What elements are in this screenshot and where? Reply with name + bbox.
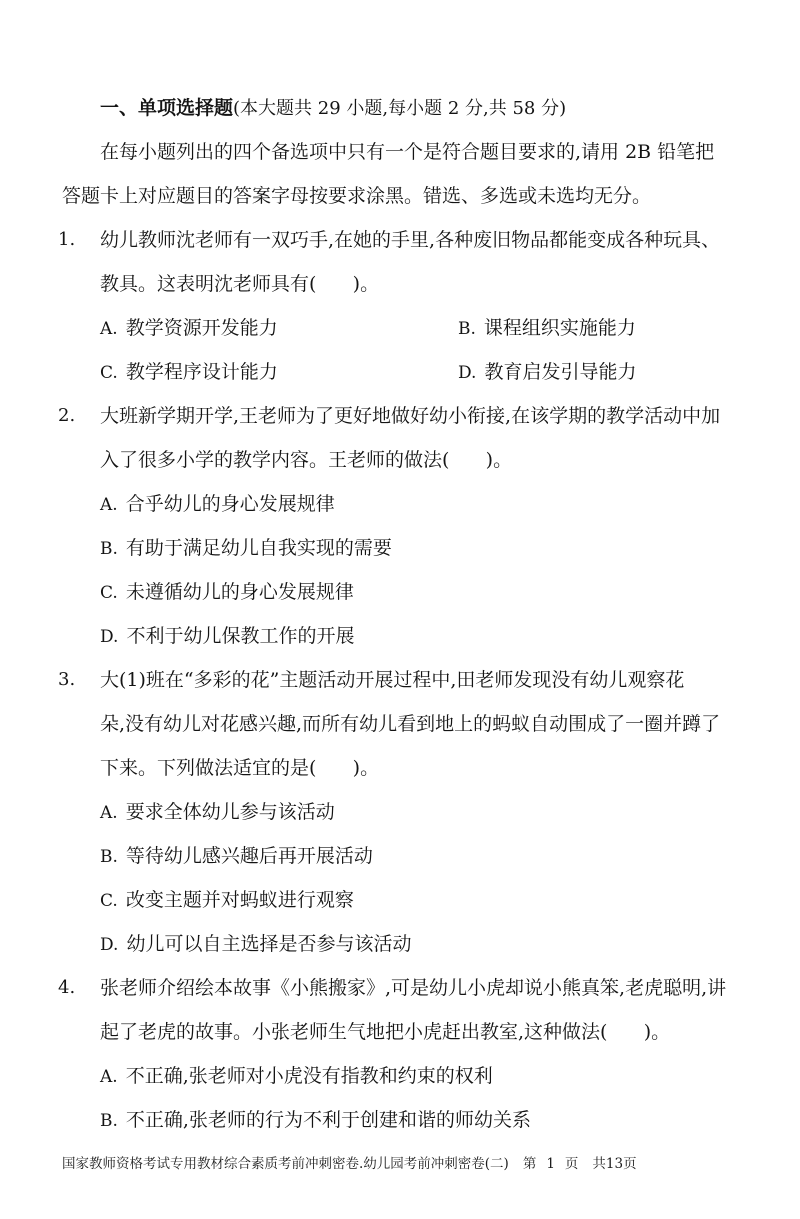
option-text: 不利于幼儿保教工作的开展 <box>126 625 355 647</box>
question-number: 4. <box>58 977 76 998</box>
option-label: D. <box>458 363 477 383</box>
footer-page-prefix: 第 <box>522 1156 537 1172</box>
footer-title: 国家教师资格考试专用教材综合素质考前冲刺密卷.幼儿园考前冲刺密卷(二) <box>62 1156 509 1172</box>
question-3-stem-line <box>0 746 800 790</box>
question-stem-text: 起了老虎的故事。小张老师生气地把小虎赶出教室,这种做法( )。 <box>100 1021 671 1043</box>
question-1-stem-line <box>0 262 800 306</box>
question-stem-text: 朵,没有幼儿对花感兴趣,而所有幼儿看到地上的蚂蚁自动围成了一圈并蹲了 <box>100 713 721 735</box>
question-number: 3. <box>58 669 76 690</box>
option-text: 要求全体幼儿参与该活动 <box>125 801 335 823</box>
question-1-option-row <box>0 306 800 350</box>
option-label: C. <box>100 891 118 911</box>
question-stem-text: 教具。这表明沈老师具有( )。 <box>100 273 380 295</box>
question-1-stem-line <box>0 218 800 262</box>
option-d <box>0 922 800 966</box>
question-stem-text: 下来。下列做法适宜的是( )。 <box>100 757 380 779</box>
instruction-text: 在每小题列出的四个备选项中只有一个是符合题目要求的,请用 2B 铅笔把 <box>100 141 715 163</box>
section-heading-note: (本大题共 29 小题,每小题 2 分,共 58 分) <box>233 98 567 119</box>
option-a <box>0 482 800 526</box>
instruction-text: 答题卡上对应题目的答案字母按要求涂黑。错选、多选或未选均无分。 <box>62 185 652 207</box>
question-4-stem-line <box>0 1010 800 1054</box>
question-number: 1. <box>58 229 76 250</box>
option-label: B. <box>458 319 476 339</box>
option-text: 教学程序设计能力 <box>125 361 278 383</box>
option-text: 合乎幼儿的身心发展规律 <box>125 493 335 515</box>
section-heading <box>0 86 800 130</box>
question-3-stem-line <box>0 702 800 746</box>
option-text: 教学资源开发能力 <box>125 317 278 339</box>
question-4-stem-line <box>0 966 800 1010</box>
question-number: 2. <box>58 405 76 426</box>
footer-total-pages: 共13页 <box>592 1156 637 1172</box>
option-d <box>0 614 800 658</box>
option-text: 未遵循幼儿的身心发展规律 <box>125 581 354 603</box>
question-1-option-row <box>0 350 800 394</box>
option-text: 幼儿可以自主选择是否参与该活动 <box>126 933 412 955</box>
option-label: A. <box>100 495 118 515</box>
option-label: B. <box>100 539 118 559</box>
option-text: 不正确,张老师对小虎没有指教和约束的权利 <box>125 1065 493 1087</box>
option-d <box>458 350 636 395</box>
option-b <box>458 306 636 351</box>
option-label: B. <box>100 847 118 867</box>
footer-page-number: 1 <box>546 1156 555 1172</box>
option-label: D. <box>100 935 119 955</box>
option-label: A. <box>100 1067 118 1087</box>
option-text: 不正确,张老师的行为不利于创建和谐的师幼关系 <box>125 1109 531 1131</box>
instruction-line <box>0 174 800 218</box>
option-c <box>0 570 800 614</box>
question-stem-text: 大(1)班在“多彩的花”主题活动开展过程中,田老师发现没有幼儿观察花 <box>100 669 685 691</box>
option-a <box>0 790 800 834</box>
question-stem-text: 张老师介绍绘本故事《小熊搬家》,可是幼儿小虎却说小熊真笨,老虎聪明,讲 <box>100 977 727 999</box>
page-footer <box>0 1142 800 1186</box>
instruction-line <box>0 130 800 174</box>
option-c <box>100 361 278 383</box>
option-b <box>0 526 800 570</box>
question-stem-text: 大班新学期开学,王老师为了更好地做好幼小衔接,在该学期的教学活动中加 <box>100 405 721 427</box>
option-a <box>100 317 278 339</box>
question-stem-text: 入了很多小学的教学内容。王老师的做法( )。 <box>100 449 513 471</box>
option-a <box>0 1054 800 1098</box>
option-text: 改变主题并对蚂蚁进行观察 <box>125 889 354 911</box>
section-heading-title: 一、单项选择题 <box>100 97 234 119</box>
option-label: B. <box>100 1111 118 1131</box>
option-label: C. <box>100 363 118 383</box>
option-text: 等待幼儿感兴趣后再开展活动 <box>125 845 373 867</box>
option-text: 课程组织实施能力 <box>483 317 636 339</box>
option-label: D. <box>100 627 119 647</box>
footer-page-suffix: 页 <box>564 1156 579 1172</box>
option-text: 有助于满足幼儿自我实现的需要 <box>125 537 392 559</box>
option-label: A. <box>100 803 118 823</box>
option-c <box>0 878 800 922</box>
question-2-stem-line <box>0 438 800 482</box>
question-stem-text: 幼儿教师沈老师有一双巧手,在她的手里,各种废旧物品都能变成各种玩具、 <box>100 229 721 251</box>
question-3-stem-line <box>0 658 800 702</box>
option-label: C. <box>100 583 118 603</box>
option-label: A. <box>100 319 118 339</box>
option-text: 教育启发引导能力 <box>484 361 637 383</box>
question-2-stem-line <box>0 394 800 438</box>
option-b <box>0 834 800 878</box>
option-b <box>0 1098 800 1142</box>
